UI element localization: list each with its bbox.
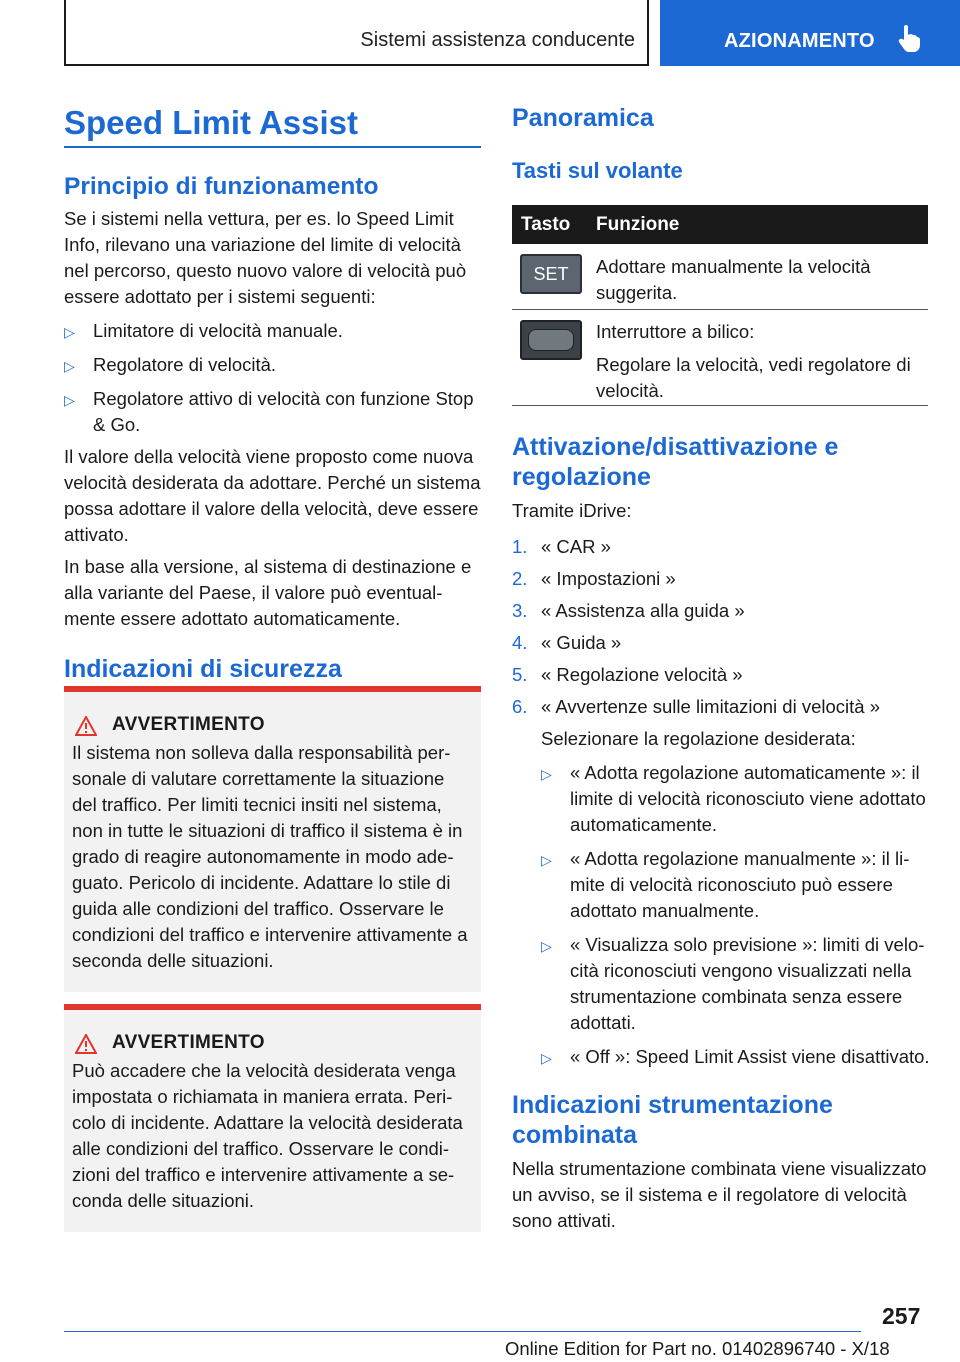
table-header-function: Funzione [596, 214, 680, 235]
table-header [512, 205, 928, 244]
right-column-bottom [512, 432, 932, 1234]
warning-title: AVVERTIMENTO [112, 714, 265, 735]
list-item: ▷ Regolatore attivo di velocità con funzione Stop & Go. [64, 388, 474, 435]
header-section-box [64, 0, 649, 66]
header-chapter-title: AZIONAMENTO [724, 30, 875, 52]
table-cell-function: Adottare manualmente la velocità suggerita. [596, 256, 871, 303]
warning-text: Può accadere che la velocità desiderata venga impostata o richiamata in maniera errata. Pericolo di incidente. Adattare la velocità desiderata alle condizioni del traffico. Osservare le condizioni del traffico e intervenire attivamente a seconda delle situazioni. [72, 1060, 463, 1211]
triangle-bullet-icon: ▷ [64, 358, 75, 374]
title-rule [64, 146, 481, 148]
table-cell-function: Interruttore a bilico: Regolare la velocità, vedi regolatore di velocità. [596, 321, 911, 401]
list-item: ▷ « Adotta regolazione automaticamente »: il limite di velocità riconosciuto viene adottato automaticamente. [541, 762, 926, 835]
cluster-heading: Indicazioni strumentazione combinata [512, 1091, 833, 1149]
footer-edition: Online Edition for Part no. 01402896740 - X/18 [505, 1338, 890, 1359]
triangle-bullet-icon: ▷ [541, 1050, 552, 1066]
triangle-bullet-icon: ▷ [541, 938, 552, 954]
para-value-proposal: Il valore della velocità viene proposto come nuova velocità desiderata da adottare. Perché un sistema possa adottare il valore della velocità, deve essere attivato. [64, 446, 481, 545]
footer-rule [64, 1331, 861, 1332]
options-list [541, 760, 932, 1070]
principle-heading: Principio di funzionamento [64, 173, 379, 200]
list-item: 4. « Guida » [512, 632, 622, 653]
page-title: Speed Limit Assist [64, 104, 359, 141]
list-item: ▷ « Adotta regolazione manualmente »: il limite di velocità riconosciuto può essere adottato manualmente. [541, 848, 910, 921]
warning-triangle-icon [75, 716, 97, 736]
page-number: 257 [882, 1303, 921, 1329]
safety-heading: Indicazioni di sicurezza [64, 655, 342, 683]
select-text: Selezionare la regolazione desiderata: [541, 728, 856, 749]
list-item: ▷ « Off »: Speed Limit Assist viene disattivato. [541, 1044, 932, 1070]
warning-title: AVVERTIMENTO [112, 1032, 265, 1053]
list-item: 6. « Avvertenze sulle limitazioni di velocità » [512, 696, 880, 717]
via-idrive: Tramite iDrive: [512, 500, 632, 521]
overview-heading: Panoramica [512, 104, 654, 132]
header-chapter-box [660, 0, 960, 66]
left-column [64, 172, 484, 684]
warning-box-2 [64, 1004, 481, 1232]
warning-text: Il sistema non solleva dalla responsabilità personale di valutare correttamente la situazione del traffico. Per limiti tecnici insiti nel sistema, non in tutte le situazioni di traffico il sistema è in grado di reagire autonomamente in modo adeguato. Pericolo di incidente. Adattare lo stile di guida alle condizioni del traffico. Osservare le condizioni del traffico e intervenire attivamente a seconda delle situazioni. [72, 742, 468, 971]
right-column-top [512, 103, 932, 185]
set-button-icon: SET [520, 254, 582, 294]
activation-heading: Attivazione/disattivazione e regolazione [512, 433, 839, 491]
list-item: ▷ « Visualizza solo previsione »: limiti di velocità riconosciuti vengono visualizzati nella strumentazione combinata senza essere adottati. [541, 934, 925, 1033]
hand-pointer-icon [896, 24, 922, 52]
warning-box-1 [64, 686, 481, 992]
list-item: 2. « Impostazioni » [512, 568, 676, 589]
triangle-bullet-icon: ▷ [64, 324, 75, 340]
list-item: 1. « CAR » [512, 536, 611, 557]
header-section-title: Sistemi assistenza conducente [360, 29, 635, 51]
table-row [512, 244, 928, 310]
triangle-bullet-icon: ▷ [541, 766, 552, 782]
list-item: 3. « Assistenza alla guida » [512, 600, 745, 621]
warning-triangle-icon [75, 1034, 97, 1054]
list-item: 5. « Regolazione velocità » [512, 664, 743, 685]
table-header-key: Tasto [521, 214, 571, 235]
principle-text: Se i sistemi nella vettura, per es. lo Speed Limit Info, rilevano una variazione del limite di velocità nel percorso, questo nuovo valore di velocità può essere adottato per i sistemi seguenti: [64, 208, 467, 307]
buttons-table [512, 205, 928, 406]
cluster-text: Nella strumentazione combinata viene visualizzato un avviso, se il sistema e il regolatore di velocità sono attivati. [512, 1158, 927, 1231]
list-item: ▷ Regolatore di velocità. [64, 352, 484, 378]
table-row [512, 310, 928, 406]
para-automatic: In base alla versione, al sistema di destinazione e alla variante del Paese, il valore può eventualmente essere adottato automaticamente. [64, 556, 472, 629]
buttons-heading: Tasti sul volante [512, 158, 683, 183]
triangle-bullet-icon: ▷ [64, 392, 75, 408]
rocker-switch-icon [520, 320, 582, 360]
list-item: ▷ Limitatore di velocità manuale. [64, 318, 484, 344]
triangle-bullet-icon: ▷ [541, 852, 552, 868]
